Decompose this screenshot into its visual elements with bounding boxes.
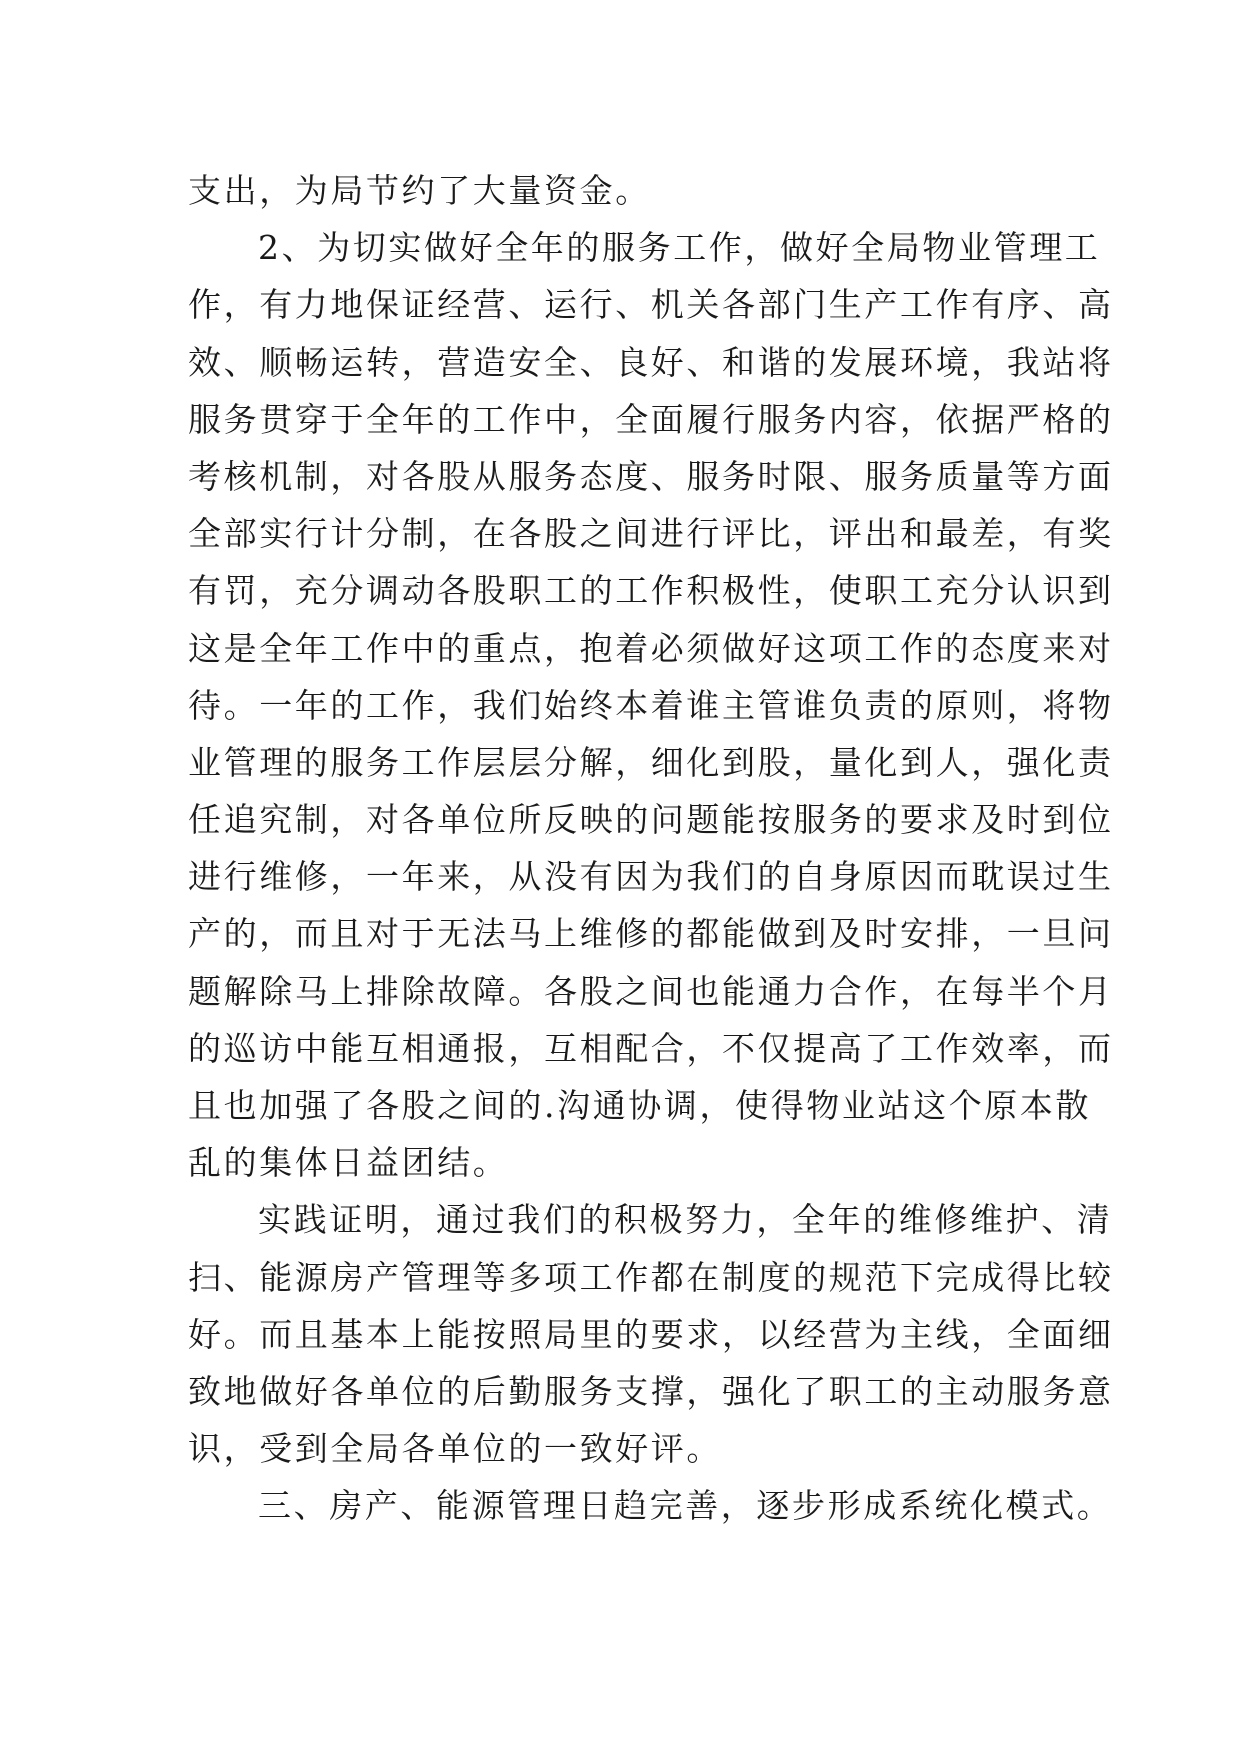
text-line: 乱的集体日益团结。 (188, 1143, 509, 1183)
text-line: 致地做好各单位的后勤服务支撑，强化了职工的主动服务意 (188, 1371, 1114, 1411)
text-line: 全部实行计分制，在各股之间进行评比，评出和最差，有奖 (188, 514, 1114, 554)
text-line: 好。而且基本上能按照局里的要求，以经营为主线，全面细 (188, 1314, 1114, 1354)
text-line: 实践证明，通过我们的积极努力，全年的维修维护、清 (258, 1200, 1113, 1240)
text-line: 业管理的服务工作层层分解，细化到股，量化到人，强化责 (188, 742, 1114, 782)
text-line: 2、为切实做好全年的服务工作，做好全局物业管理工 (258, 228, 1101, 268)
text-line: 支出，为局节约了大量资金。 (188, 171, 651, 210)
text-line: 题解除马上排除故障。各股之间也能通力合作，在每半个月 (188, 971, 1114, 1011)
text-line: 识，受到全局各单位的一致好评。 (188, 1429, 722, 1469)
text-line: 扫、能源房产管理等多项工作都在制度的规范下完成得比较 (188, 1257, 1114, 1297)
text-line: 有罚，充分调动各股职工的工作积极性，使职工充分认识到 (188, 571, 1114, 611)
text-line: 待。一年的工作，我们始终本着谁主管谁负责的原则，将物 (188, 685, 1114, 725)
text-line: 服务贯穿于全年的工作中，全面履行服务内容，依据严格的 (188, 399, 1114, 439)
body-text (188, 162, 1114, 1535)
text-line: 效、顺畅运转，营造安全、良好、和谐的发展环境，我站将 (188, 342, 1114, 382)
text-line: 这是全年工作中的重点，抱着必须做好这项工作的态度来对 (188, 628, 1114, 668)
text-line: 产的，而且对于无法马上维修的都能做到及时安排，一旦问 (188, 914, 1114, 954)
text-line: 的巡访中能互相通报，互相配合，不仅提高了工作效率，而 (188, 1028, 1114, 1068)
text-line: 进行维修，一年来，从没有因为我们的自身原因而耽误过生 (188, 857, 1114, 897)
text-line: 且也加强了各股之间的.沟通协调，使得物业站这个原本散 (188, 1086, 1092, 1125)
text-line: 考核机制，对各股从服务态度、服务时限、服务质量等方面 (188, 456, 1114, 496)
text-line: 作，有力地保证经营、运行、机关各部门生产工作有序、高 (188, 285, 1114, 325)
text-line: 三、房产、能源管理日趋完善，逐步形成系统化模式。 (258, 1486, 1113, 1526)
text-line: 任追究制，对各单位所反映的问题能按服务的要求及时到位 (188, 800, 1114, 840)
